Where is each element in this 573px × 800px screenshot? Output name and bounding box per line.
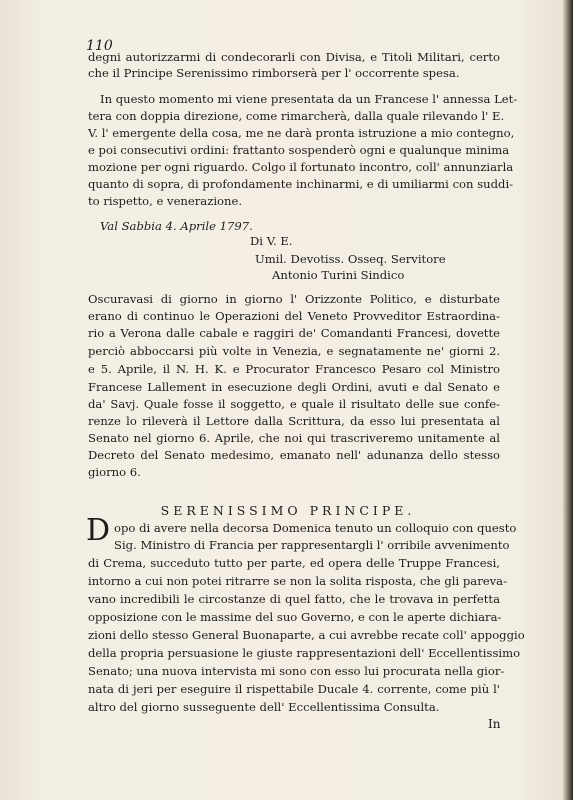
text-line: Sig. Ministro di Francia per rappresentargli l' orribile avvenimento bbox=[114, 538, 510, 552]
text-line: della propria persuasione le giuste rappresentazioni dell' Eccellentissimo bbox=[88, 646, 521, 660]
text-line: perciò abboccarsi più volte in Venezia, e segnatamente ne' giorni 2. bbox=[88, 344, 500, 358]
address-line: Di V. E. bbox=[250, 234, 293, 248]
signature-name: Antonio Turini Sindico bbox=[272, 268, 405, 282]
text-line: nata di jeri per eseguire il rispettabile Ducale 4. corrente, come più l' bbox=[88, 682, 500, 696]
signature-line: Umil. Devotiss. Osseq. Servitore bbox=[255, 252, 446, 266]
page-edge-shadow bbox=[563, 0, 573, 800]
text-line: vano incredibili le circostanze di quel fatto, che le trovava in perfetta bbox=[88, 592, 500, 606]
text-line: da' Savj. Quale fosse il soggetto, e quale il risultato delle sue confe- bbox=[88, 397, 500, 411]
text-line: zioni dello stesso General Buonaparte, a cui avrebbe recate coll' appoggio bbox=[88, 628, 525, 642]
text-line: quanto di sopra, di profondamente inchinarmi, e di umiliarmi con suddi- bbox=[88, 177, 514, 191]
text-line: di Crema, succeduto tutto per parte, ed opera delle Truppe Francesi, bbox=[88, 556, 500, 570]
text-line: Decreto del Senato medesimo, emanato nell' adunanza dello stesso bbox=[88, 448, 500, 462]
page-number: 110 bbox=[86, 38, 113, 54]
text-line: che il Principe Serenissimo rimborserà per l' occorrente spesa. bbox=[88, 66, 460, 80]
drop-cap: D bbox=[86, 513, 111, 548]
text-line: rio a Verona dalle cabale e raggiri de' Comandanti Francesi, dovette bbox=[88, 326, 500, 340]
text-line: V. l' emergente della cosa, me ne darà pronta istruzione a mio contegno, bbox=[88, 126, 515, 140]
text-line: Senato; una nuova intervista mi sono con esso lui procurata nella gior- bbox=[88, 664, 505, 678]
text-line: e 5. Aprile, il N. H. K. e Procurator Francesco Pesaro col Ministro bbox=[88, 362, 500, 376]
section-heading: SERENISSIMO PRINCIPE. bbox=[160, 503, 416, 518]
text-line: renze lo rileverà il Lettore dalla Scrittura, da esso lui presentata al bbox=[88, 414, 500, 428]
date-line: Val Sabbia 4. Aprile 1797. bbox=[100, 219, 253, 233]
text-line: intorno a cui non potei ritrarre se non la solita risposta, che gli pareva- bbox=[88, 574, 507, 588]
text-line: degni autorizzarmi di condecorarli con Divisa, e Titoli Militari, certo bbox=[88, 50, 500, 64]
text-line: altro del giorno susseguente dell' Eccellentissima Consulta. bbox=[88, 700, 440, 714]
text-line: e poi consecutivi ordini: frattanto sospenderò ogni e qualunque minima bbox=[88, 143, 510, 157]
catchword: In bbox=[488, 717, 501, 731]
text-line: giorno 6. bbox=[88, 465, 141, 479]
text-line: Senato nel giorno 6. Aprile, che noi qui trascriveremo unitamente al bbox=[88, 431, 500, 445]
text-line: Oscuravasi di giorno in giorno l' Orizzonte Politico, e disturbate bbox=[88, 292, 500, 306]
text-line: opposizione con le massime del suo Governo, e con le aperte dichiara- bbox=[88, 610, 502, 624]
text-line: erano di continuo le Operazioni del Veneto Provveditor Estraordina- bbox=[88, 309, 500, 323]
text-line: opo di avere nella decorsa Domenica tenuto un colloquio con questo bbox=[114, 521, 517, 535]
text-line: tera con doppia direzione, come rimarcherà, dalla quale rilevando l' E. bbox=[88, 109, 505, 123]
text-line: Francese Lallement in esecuzione degli Ordini, avuti e dal Senato e bbox=[88, 380, 500, 394]
text-line: to rispetto, e venerazione. bbox=[88, 194, 243, 208]
text-line: In questo momento mi viene presentata da un Francese l' annessa Let- bbox=[100, 92, 518, 106]
text-line: mozione per ogni riguardo. Colgo il fortunato incontro, coll' annunziarla bbox=[88, 160, 514, 174]
